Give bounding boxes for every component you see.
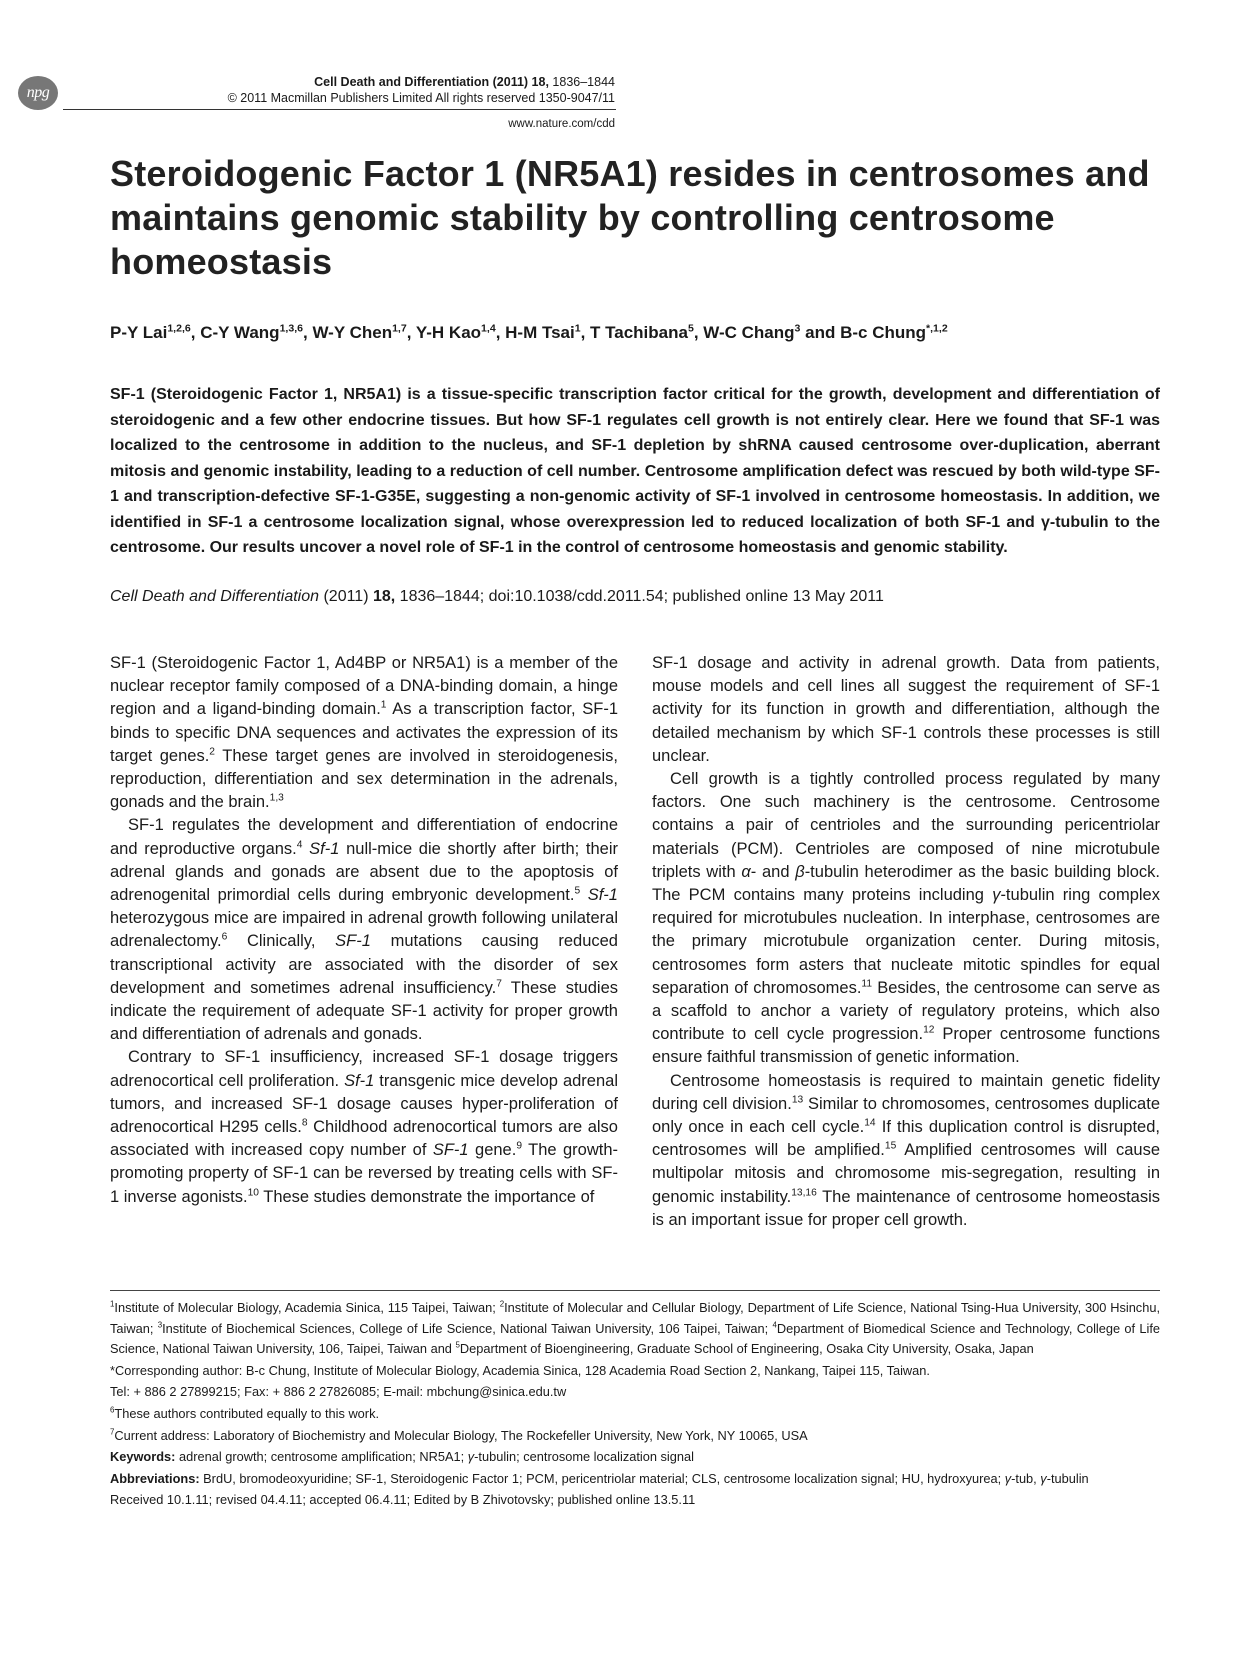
text-run: -tubulin; centrosome localization signal	[474, 1449, 694, 1465]
body-paragraph	[110, 1046, 618, 1208]
text-run: gene.	[468, 1141, 517, 1160]
body-paragraph	[110, 814, 618, 1046]
footnote	[110, 1404, 1160, 1425]
text-run: Besides, the centrosome can serve as a scaffold to anchor a variety of regulatory proteins, which also contribute to cell cycle progression.	[652, 978, 1160, 1044]
author-affiliation: *,1,2	[926, 322, 948, 335]
text-run: Centrosome homeostasis is required to maintain genetic fidelity during cell division.	[652, 1071, 1160, 1113]
reference-superscript: 8	[301, 1117, 308, 1129]
italic-run: γ	[1004, 1470, 1012, 1486]
author-list	[110, 322, 1160, 344]
bold-run: Keywords:	[110, 1449, 176, 1465]
article-title: Steroidogenic Factor 1 (NR5A1) resides in centrosomes and maintains genomic stability by controlling centrosome homeostasis	[110, 153, 1150, 282]
text-run: heterozygous mice are impaired in adrenal growth following unilateral adrenalectomy.	[110, 909, 618, 951]
text-run: Proper centrosome functions ensure faithful transmission of genetic information.	[652, 1025, 1160, 1067]
author-separator: and	[800, 323, 841, 342]
text-run: Received 10.1.11; revised 04.4.11; accepted 06.4.11; Edited by B Zhivotovsky; published online 13.5.11	[110, 1492, 696, 1508]
author-name: W-Y Chen	[312, 323, 393, 342]
journal-url[interactable]: www.nature.com/cdd	[508, 118, 615, 130]
journal-name: Cell Death and Differentiation (2011) 18,	[314, 75, 549, 89]
text-run: -tubulin	[1046, 1470, 1089, 1486]
citation-details: 1836–1844; doi:10.1038/cdd.2011.54; published online 13 May 2011	[395, 588, 884, 605]
reference-superscript: 2	[499, 1299, 505, 1309]
reference-superscript: 5	[455, 1340, 460, 1350]
text-run: If this duplication control is disrupted, centrosomes will be amplified.	[652, 1118, 1160, 1160]
reference-superscript: 13	[791, 1094, 804, 1106]
author-separator: ,	[406, 323, 416, 342]
reference-superscript: 9	[516, 1140, 523, 1152]
reference-superscript: 6	[221, 931, 228, 943]
text-run	[580, 886, 588, 904]
body-paragraph	[652, 652, 1160, 768]
footnote	[110, 1426, 1160, 1447]
reference-superscript: 3	[157, 1320, 163, 1330]
author-affiliation: 1	[574, 322, 581, 335]
reference-superscript: 10	[247, 1187, 259, 1199]
italic-run: Sf-1	[309, 839, 340, 858]
text-run: adrenal growth; centrosome amplification; NR5A1;	[175, 1449, 468, 1465]
text-run: Institute of Molecular Biology, Academia Sinica, 115 Taipei, Taiwan;	[114, 1300, 500, 1315]
footnote	[110, 1382, 1160, 1403]
author-separator: ,	[580, 323, 591, 342]
text-run: transgenic mice develop adrenal tumors, and increased SF-1 dosage causes hyper-proliferation of adrenocortical H295 cells.	[110, 1071, 618, 1137]
copyright-line: © 2011 Macmillan Publishers Limited All rights reserved 1350-9047/11	[227, 91, 615, 105]
citation-journal: Cell Death and Differentiation	[110, 588, 320, 605]
body-paragraph	[652, 768, 1160, 1070]
reference-superscript: 15	[884, 1140, 897, 1152]
text-run: -tubulin ring complex required for microtubules nucleation. In interphase, centrosomes are the primary microtubule organization center. During mitosis, centrosomes form asters that nucleate mitotic spindles for equal separation of chromosomes.	[652, 886, 1160, 997]
footnotes	[110, 1298, 1160, 1512]
reference-superscript: 13,16	[791, 1187, 817, 1199]
author-name: C-Y Wang	[200, 323, 280, 342]
footnote	[110, 1298, 1160, 1360]
text-run: Institute of Molecular and Cellular Biology, Department of Life Science, National Tsing-Hua University, 300 Hsinchu, Taiwan;	[110, 1300, 1161, 1336]
footnote	[110, 1490, 1160, 1511]
italic-run: Sf-1	[344, 1071, 375, 1090]
npg-logo: npg	[18, 76, 58, 110]
text-run: SF-1 regulates the development and differentiation of endocrine and reproductive organs.	[110, 816, 618, 858]
text-run: SF-1 (Steroidogenic Factor 1, Ad4BP or NR5A1) is a member of the nuclear receptor family composed of a DNA-binding domain, a hinge region and a ligand-binding domain.	[110, 654, 618, 719]
author-affiliation: 1,4	[481, 322, 496, 335]
text-run: -tub,	[1011, 1470, 1041, 1486]
text-run: - and	[750, 862, 796, 881]
author-separator: ,	[693, 323, 704, 342]
abstract: SF-1 (Steroidogenic Factor 1, NR5A1) is a tissue-specific transcription factor critical for the growth, development and differentiation of steroidogenic and a few other endocrine tissues. But how SF-1 regulates cell growth is not entirely clear. Here we found that SF-1 was localized to the centrosome in addition to the nucleus, and SF-1 depletion by shRNA caused centrosome over-duplication, aberrant mitosis and genomic instability, leading to a reduction of cell number. Centrosome amplification defect was rescued by both wild-type SF-1 and transcription-defective SF-1-G35E, suggesting a non-genomic activity of SF-1 involved in centrosome homeostasis. In addition, we identified in SF-1 a centrosome localization signal, whose overexpression led to reduced localization of both SF-1 and γ-tubulin to the centrosome. Our results uncover a novel role of SF-1 in the control of centrosome homeostasis and genomic stability.	[110, 386, 1160, 556]
author-name: H-M Tsai	[505, 323, 575, 342]
reference-superscript: 1,3	[269, 792, 284, 804]
reference-superscript: 7	[496, 978, 502, 990]
body-column-left	[110, 652, 618, 1209]
text-run: As a transcription factor, SF-1 binds to specific DNA sequences and activates the expression of its target genes.	[110, 700, 618, 765]
text-run: Department of Biomedical Science and Technology, College of Life Science, National Taiwan University, 106, Taipei, Taiwan and	[110, 1320, 1160, 1357]
text-run: BrdU, bromodeoxyuridine; SF-1, Steroidogenic Factor 1; PCM, pericentriolar material; CLS, centrosome localization signal; HU, hydroxyurea;	[199, 1470, 1005, 1486]
text-run: Childhood adrenocortical tumors are also associated with increased copy number of	[110, 1118, 618, 1160]
header-rule	[63, 109, 616, 110]
author-affiliation: 1,2,6	[167, 322, 191, 335]
bold-run: Abbreviations:	[110, 1470, 200, 1486]
text-run: -tubulin heterodimer as the basic building block. The PCM contains many proteins including	[652, 862, 1160, 905]
text-run: Contrary to SF-1 insufficiency, increased SF-1 dosage triggers adrenocortical cell proliferation.	[110, 1048, 618, 1090]
reference-superscript: 5	[574, 885, 581, 897]
body-paragraph	[110, 652, 618, 814]
italic-run: α	[741, 862, 751, 881]
italic-run: β	[795, 862, 805, 881]
reference-superscript: 6	[110, 1405, 115, 1415]
author-name: P-Y Lai	[110, 323, 168, 342]
text-run: null-mice die shortly after birth; their adrenal glands and gonads are absent due to the apoptosis of adrenogenital primordial cells during embryonic development.	[110, 839, 618, 905]
author-separator: ,	[495, 323, 506, 342]
italic-run: γ	[1040, 1470, 1047, 1486]
text-run: These authors contributed equally to this work.	[114, 1405, 380, 1421]
author-name: T Tachibana	[590, 323, 688, 342]
italic-run: Sf-1	[587, 886, 618, 905]
author-name: W-C Chang	[703, 323, 795, 342]
citation-year: (2011)	[319, 588, 373, 605]
reference-superscript: 7	[110, 1427, 115, 1437]
body-paragraph	[652, 1070, 1160, 1232]
text-run: SF-1 dosage and activity in adrenal growth. Data from patients, mouse models and cell lines all suggest the requirement of SF-1 activity for its function in growth and differentiation, although the detailed mechanism by which SF-1 controls these processes is still unclear.	[652, 654, 1160, 765]
author-affiliation: 3	[794, 322, 801, 335]
italic-run: SF-1	[335, 932, 371, 951]
citation-volume: 18,	[372, 588, 396, 605]
footnote	[110, 1469, 1160, 1490]
reference-superscript: 1	[110, 1299, 115, 1309]
reference-superscript: 4	[296, 839, 303, 851]
footnote	[110, 1447, 1160, 1468]
author-affiliation: 1,7	[392, 322, 407, 335]
reference-superscript: 2	[209, 746, 215, 758]
text-run: These target genes are involved in steroidogenesis, reproduction, differentiation and sex determination in the adrenals, gonads and the brain.	[110, 746, 618, 812]
text-run: These studies demonstrate the importance of	[258, 1187, 595, 1206]
text-run: Amplified centrosomes will cause multipolar mitosis and chromosome mis-segregation, resulting in genomic instability.	[652, 1141, 1161, 1206]
text-run: Department of Bioengineering, Graduate School of Engineering, Osaka City University, Osaka, Japan	[459, 1341, 1034, 1357]
italic-run: γ	[992, 886, 1001, 905]
text-run: The maintenance of centrosome homeostasis is an important issue for proper cell growth.	[652, 1187, 1161, 1229]
reference-superscript: 1	[380, 699, 387, 711]
body-column-right	[652, 652, 1160, 1232]
journal-citation-line	[190, 74, 615, 90]
italic-run: γ	[467, 1449, 475, 1465]
author-name: B-c Chung	[840, 323, 927, 342]
journal-header	[190, 74, 615, 106]
author-affiliation: 5	[687, 322, 694, 335]
author-separator: ,	[190, 323, 201, 342]
text-run: *Corresponding author: B-c Chung, Institute of Molecular Biology, Academia Sinica, 128 Academia Road Section 2, Nankang, Taipei 115, Taiwan.	[110, 1362, 930, 1378]
text-run: Similar to chromosomes, centrosomes duplicate only once in each cell cycle.	[652, 1094, 1160, 1137]
reference-superscript: 11	[861, 978, 873, 990]
text-run: Institute of Biochemical Sciences, College of Life Science, National Taiwan University, 106 Taipei, Taiwan;	[162, 1320, 773, 1336]
text-run: Tel: + 886 2 27899215; Fax: + 886 2 27826085; E-mail: mbchung@sinica.edu.tw	[110, 1384, 567, 1400]
article-citation	[110, 586, 1160, 608]
text-run: These studies indicate the requirement of adequate SF-1 activity for proper growth and differentiation of adrenals and gonads.	[110, 978, 618, 1044]
footnote-rule	[110, 1290, 1160, 1291]
journal-pages: 1836–1844	[552, 75, 615, 89]
author-affiliation: 1,3,6	[279, 322, 303, 335]
footnote	[110, 1361, 1160, 1382]
author-name: Y-H Kao	[415, 323, 482, 342]
reference-superscript: 14	[864, 1117, 876, 1129]
author-separator: ,	[303, 323, 313, 342]
text-run: Cell growth is a tightly controlled process regulated by many factors. One such machinery is the centrosome. Centrosome contains a pair of centrioles and the surrounding pericentriolar materials (PCM). Centrioles are composed of nine microtubule triplets with	[652, 770, 1160, 881]
text-run: Current address: Laboratory of Biochemistry and Molecular Biology, The Rockefeller University, New York, NY 10065, USA	[114, 1427, 808, 1443]
text-run: mutations causing reduced transcriptional activity are associated with the disorder of sex development and sometimes adrenal insufficiency.	[110, 932, 618, 997]
reference-superscript: 12	[923, 1024, 935, 1036]
italic-run: SF-1	[432, 1141, 469, 1160]
text-run: Clinically,	[227, 932, 336, 951]
text-run: The growth-promoting property of SF-1 can be reversed by treating cells with SF-1 inverse agonists.	[110, 1141, 619, 1206]
reference-superscript: 4	[772, 1320, 777, 1330]
